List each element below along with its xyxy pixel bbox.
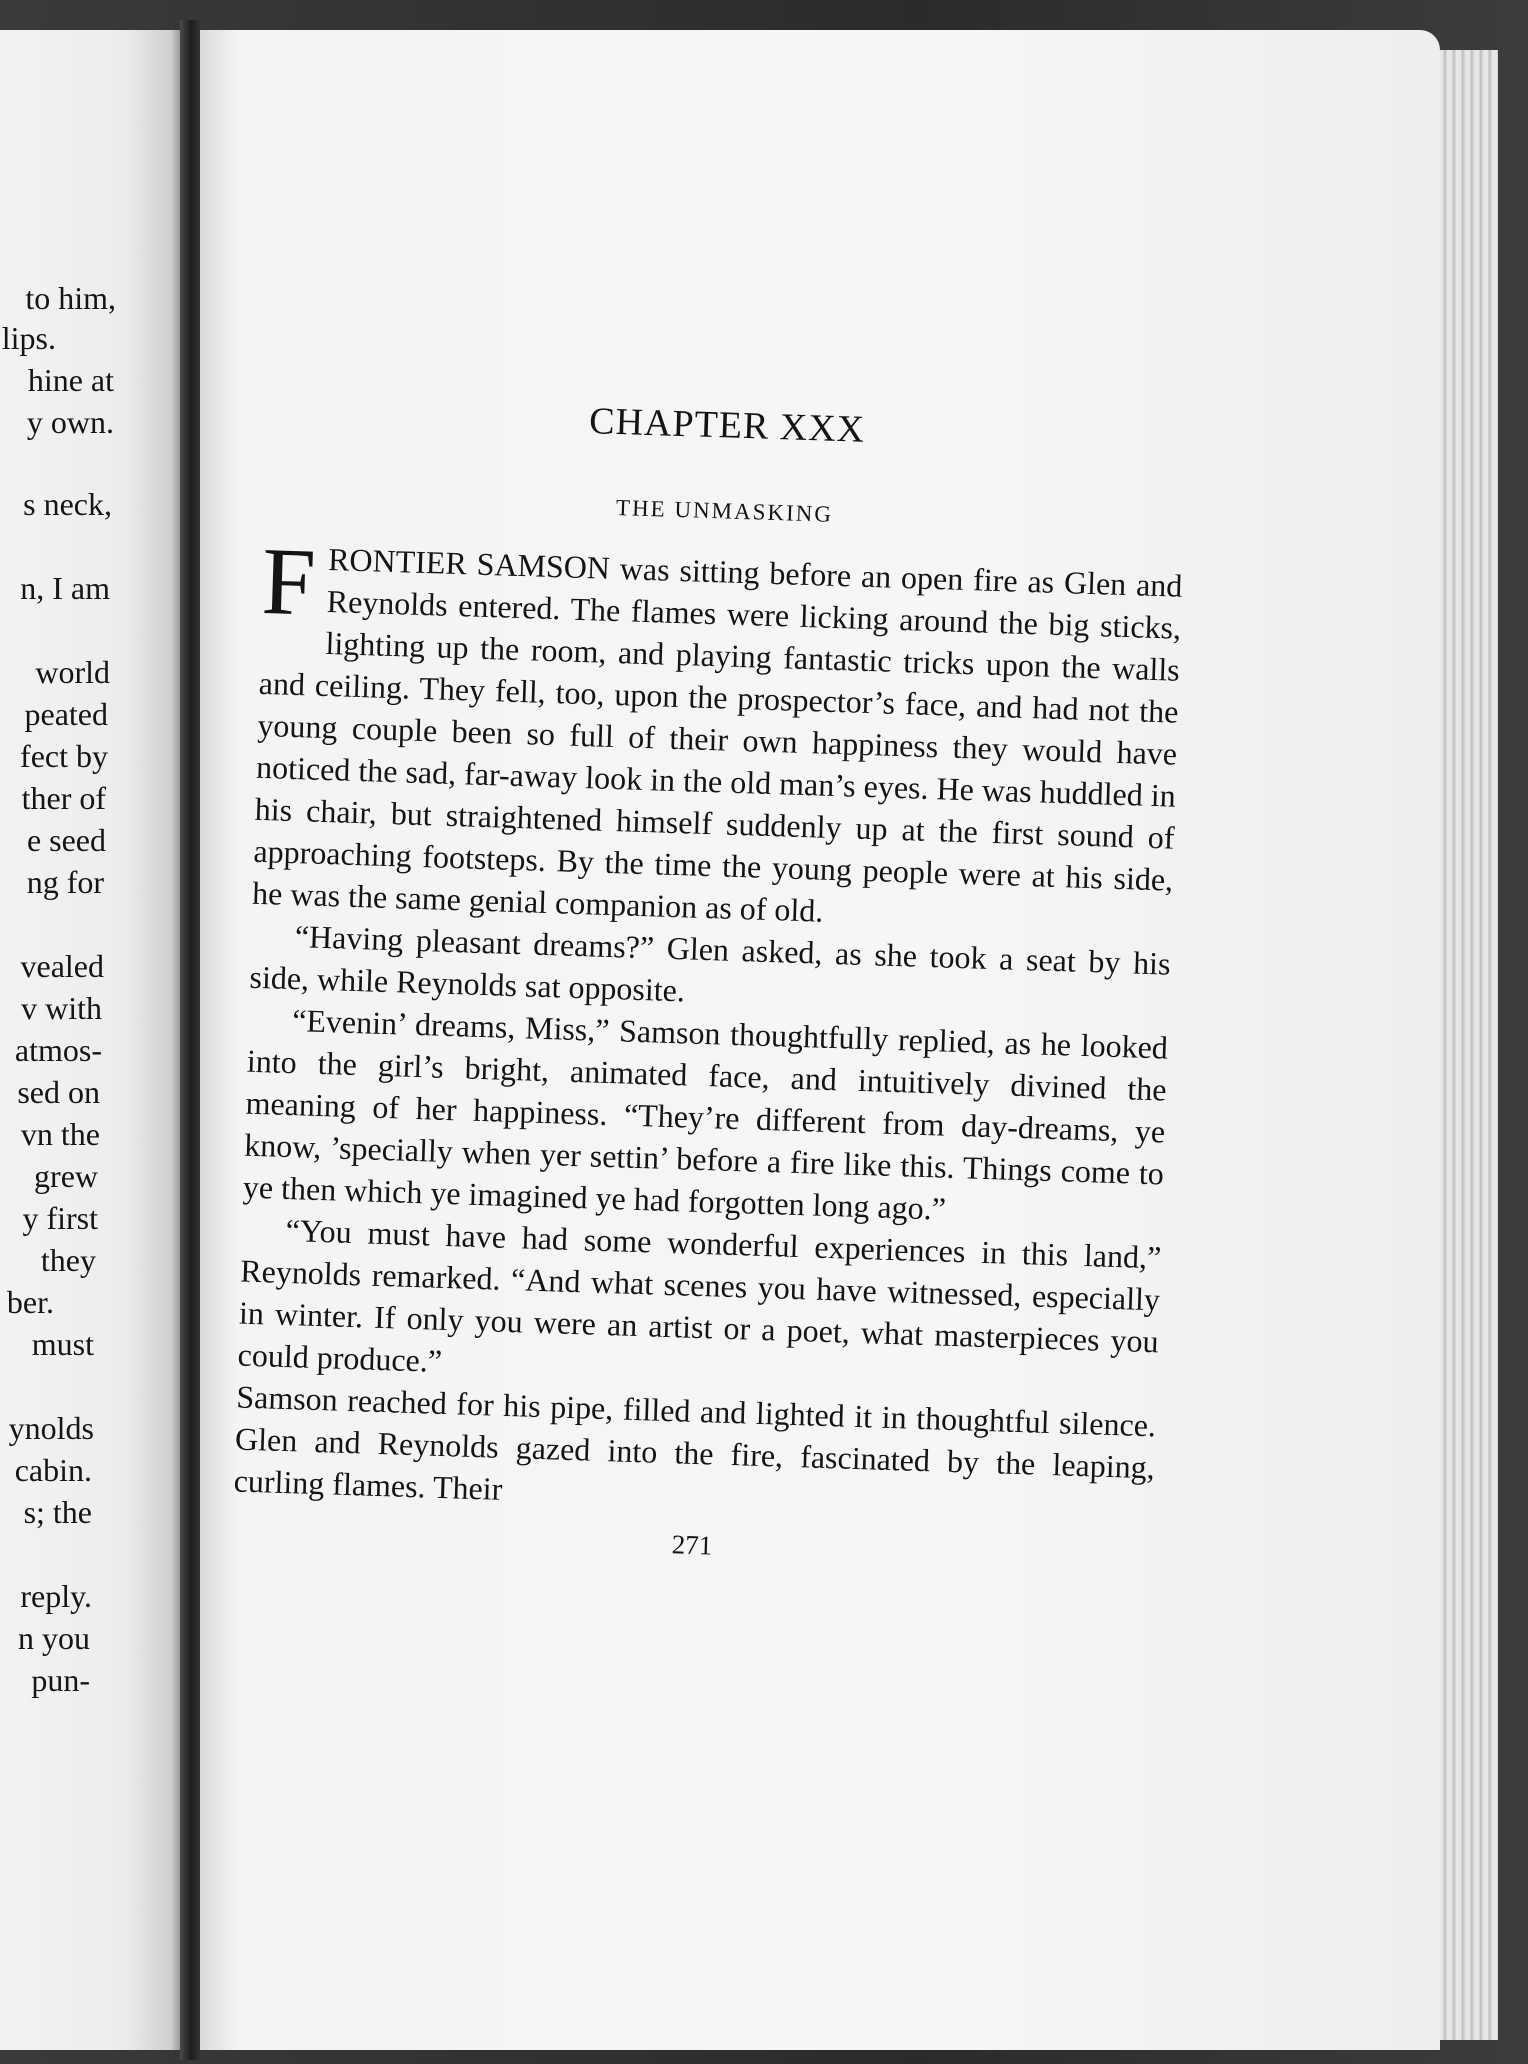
page-number: 271 xyxy=(671,1529,713,1561)
facing-page-line: vealed xyxy=(20,948,104,984)
facing-page-line: n, I am xyxy=(20,570,110,606)
facing-page-line: hine at xyxy=(27,362,114,398)
paragraph: “Having pleasant dreams?” Glen asked, as she took a seat by his side, while Reynolds sat opposite. xyxy=(249,918,1172,1009)
facing-page-line: ynolds xyxy=(8,1410,94,1446)
facing-page-line: v with xyxy=(21,990,102,1026)
facing-page-line: s; the xyxy=(23,1494,92,1530)
facing-page-line: y first xyxy=(22,1200,98,1236)
facing-page-line: world xyxy=(35,654,110,690)
paragraph: Samson reached for his pipe, filled and lighted it in thoughtful silence. Glen and Reynolds gazed into the fire, fascinated by the leaping, curling flames. Their xyxy=(233,1378,1157,1507)
paragraph-text: RONTIER SAMSON was sitting before an open fire as Glen and Reynolds entered. The flames were licking around the big sticks, lighting up the room, and playing fantastic tricks upon the walls and ceiling. They fell, too, upon the prospector’s face, and had not the young couple been so full of their own happiness they would have noticed the sad, far-away look in the old man’s eyes. He was huddled in his chair, but straightened himself suddenly up at the first sound of approaching footsteps. By the time the young people were at his side, he was the same genial companion as of old. xyxy=(251,540,1183,929)
facing-page-line: ng for xyxy=(26,864,104,900)
facing-page-line: y own. xyxy=(26,404,114,440)
facing-page-line: they xyxy=(40,1242,96,1278)
chapter-title: CHAPTER XXX xyxy=(588,400,866,451)
facing-page-line: grew xyxy=(34,1158,98,1194)
chapter-subtitle: THE UNMASKING xyxy=(615,494,834,527)
facing-page-line: pun- xyxy=(31,1662,90,1698)
facing-page-line: ther of xyxy=(21,780,106,816)
facing-page-line: to him, xyxy=(25,280,116,316)
facing-page-line: cabin. xyxy=(14,1452,92,1488)
facing-page-line: atmos- xyxy=(14,1032,102,1068)
facing-page-line: reply. xyxy=(20,1578,92,1614)
paragraph xyxy=(251,526,1183,943)
paragraph: “Evenin’ dreams, Miss,” Samson thoughtfully replied, as he looked into the girl’s bright, animated face, and intuitively divined the meaning of her happiness. “They’re different from day-dreams, ye know, ’specially when yer settin’ before a fire like this. Things come to ye then which ye imagined ye had forgotten long ago.” xyxy=(242,1002,1169,1227)
facing-page-line: n you xyxy=(18,1620,90,1656)
book-gutter xyxy=(180,20,202,2060)
paragraph: “You must have had some wonderful experiences in this land,” Reynolds remarked. “And what scenes you have witnessed, especially in winter. If only you were an artist or a poet, what masterpieces you could produce.” xyxy=(237,1211,1162,1379)
facing-page-line: ber. xyxy=(6,1284,54,1320)
facing-page xyxy=(0,30,180,2050)
drop-cap: F xyxy=(260,526,318,636)
facing-page-line: sed on xyxy=(17,1074,100,1110)
page-text-block xyxy=(232,392,1188,1573)
facing-page-line: e seed xyxy=(26,822,106,858)
facing-page-line: s neck, xyxy=(23,486,112,522)
facing-page-line: vn the xyxy=(20,1116,100,1152)
chapter-body xyxy=(233,526,1183,1530)
facing-page-line: lips. xyxy=(1,320,56,356)
facing-page-line: peated xyxy=(24,696,108,732)
facing-page-line: fect by xyxy=(20,738,108,774)
facing-page-line: must xyxy=(31,1326,94,1362)
